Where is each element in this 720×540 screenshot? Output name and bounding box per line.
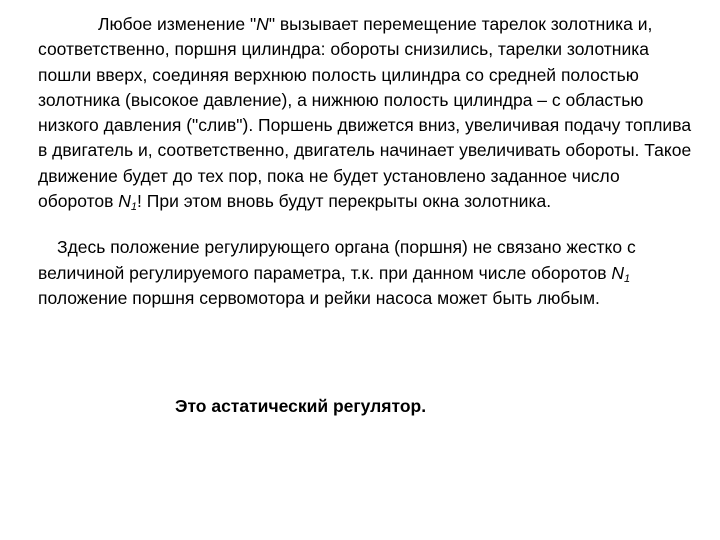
p1-text-start: Любое изменение " [98, 14, 257, 34]
paragraph-spool-movement [38, 12, 698, 214]
p1-text-end: ! При этом вновь будут перекрыты окна золотника. [137, 191, 552, 212]
p2-text-start: Здесь положение регулирующего органа (поршня) не связано жестко с величиной регулируемого параметра, т.к. при данном числе оборотов [38, 237, 636, 283]
conclusion-text: Это астатический регулятор. [175, 396, 427, 416]
paragraph-piston-position [38, 235, 698, 311]
p1-var-n: N [256, 14, 269, 34]
p2-text-end: положение поршня сервомотора и рейки насоса может быть любым. [38, 287, 600, 308]
p1-var-n1: $N_1$ [118, 191, 138, 214]
body-text [38, 12, 698, 311]
p2-var-n1: $N_1$ [611, 262, 631, 285]
p1-text-middle: " вызывает перемещение тарелок золотника и, соответственно, поршня цилиндра: обороты снизились, тарелки золотника пошли вверх, соединяя верхнюю полость цилиндра со средней полостью золотника (высокое давление), а нижнюю полость цилиндра – с областью низкого давления ("слив"). Поршень движется вниз, увеличивая подачу топлива в двигатель и, соответственно, двигатель начинает увеличивать обороты. Такое движение будет до тех пор, пока не будет установлено заданное число оборотов [38, 14, 692, 212]
